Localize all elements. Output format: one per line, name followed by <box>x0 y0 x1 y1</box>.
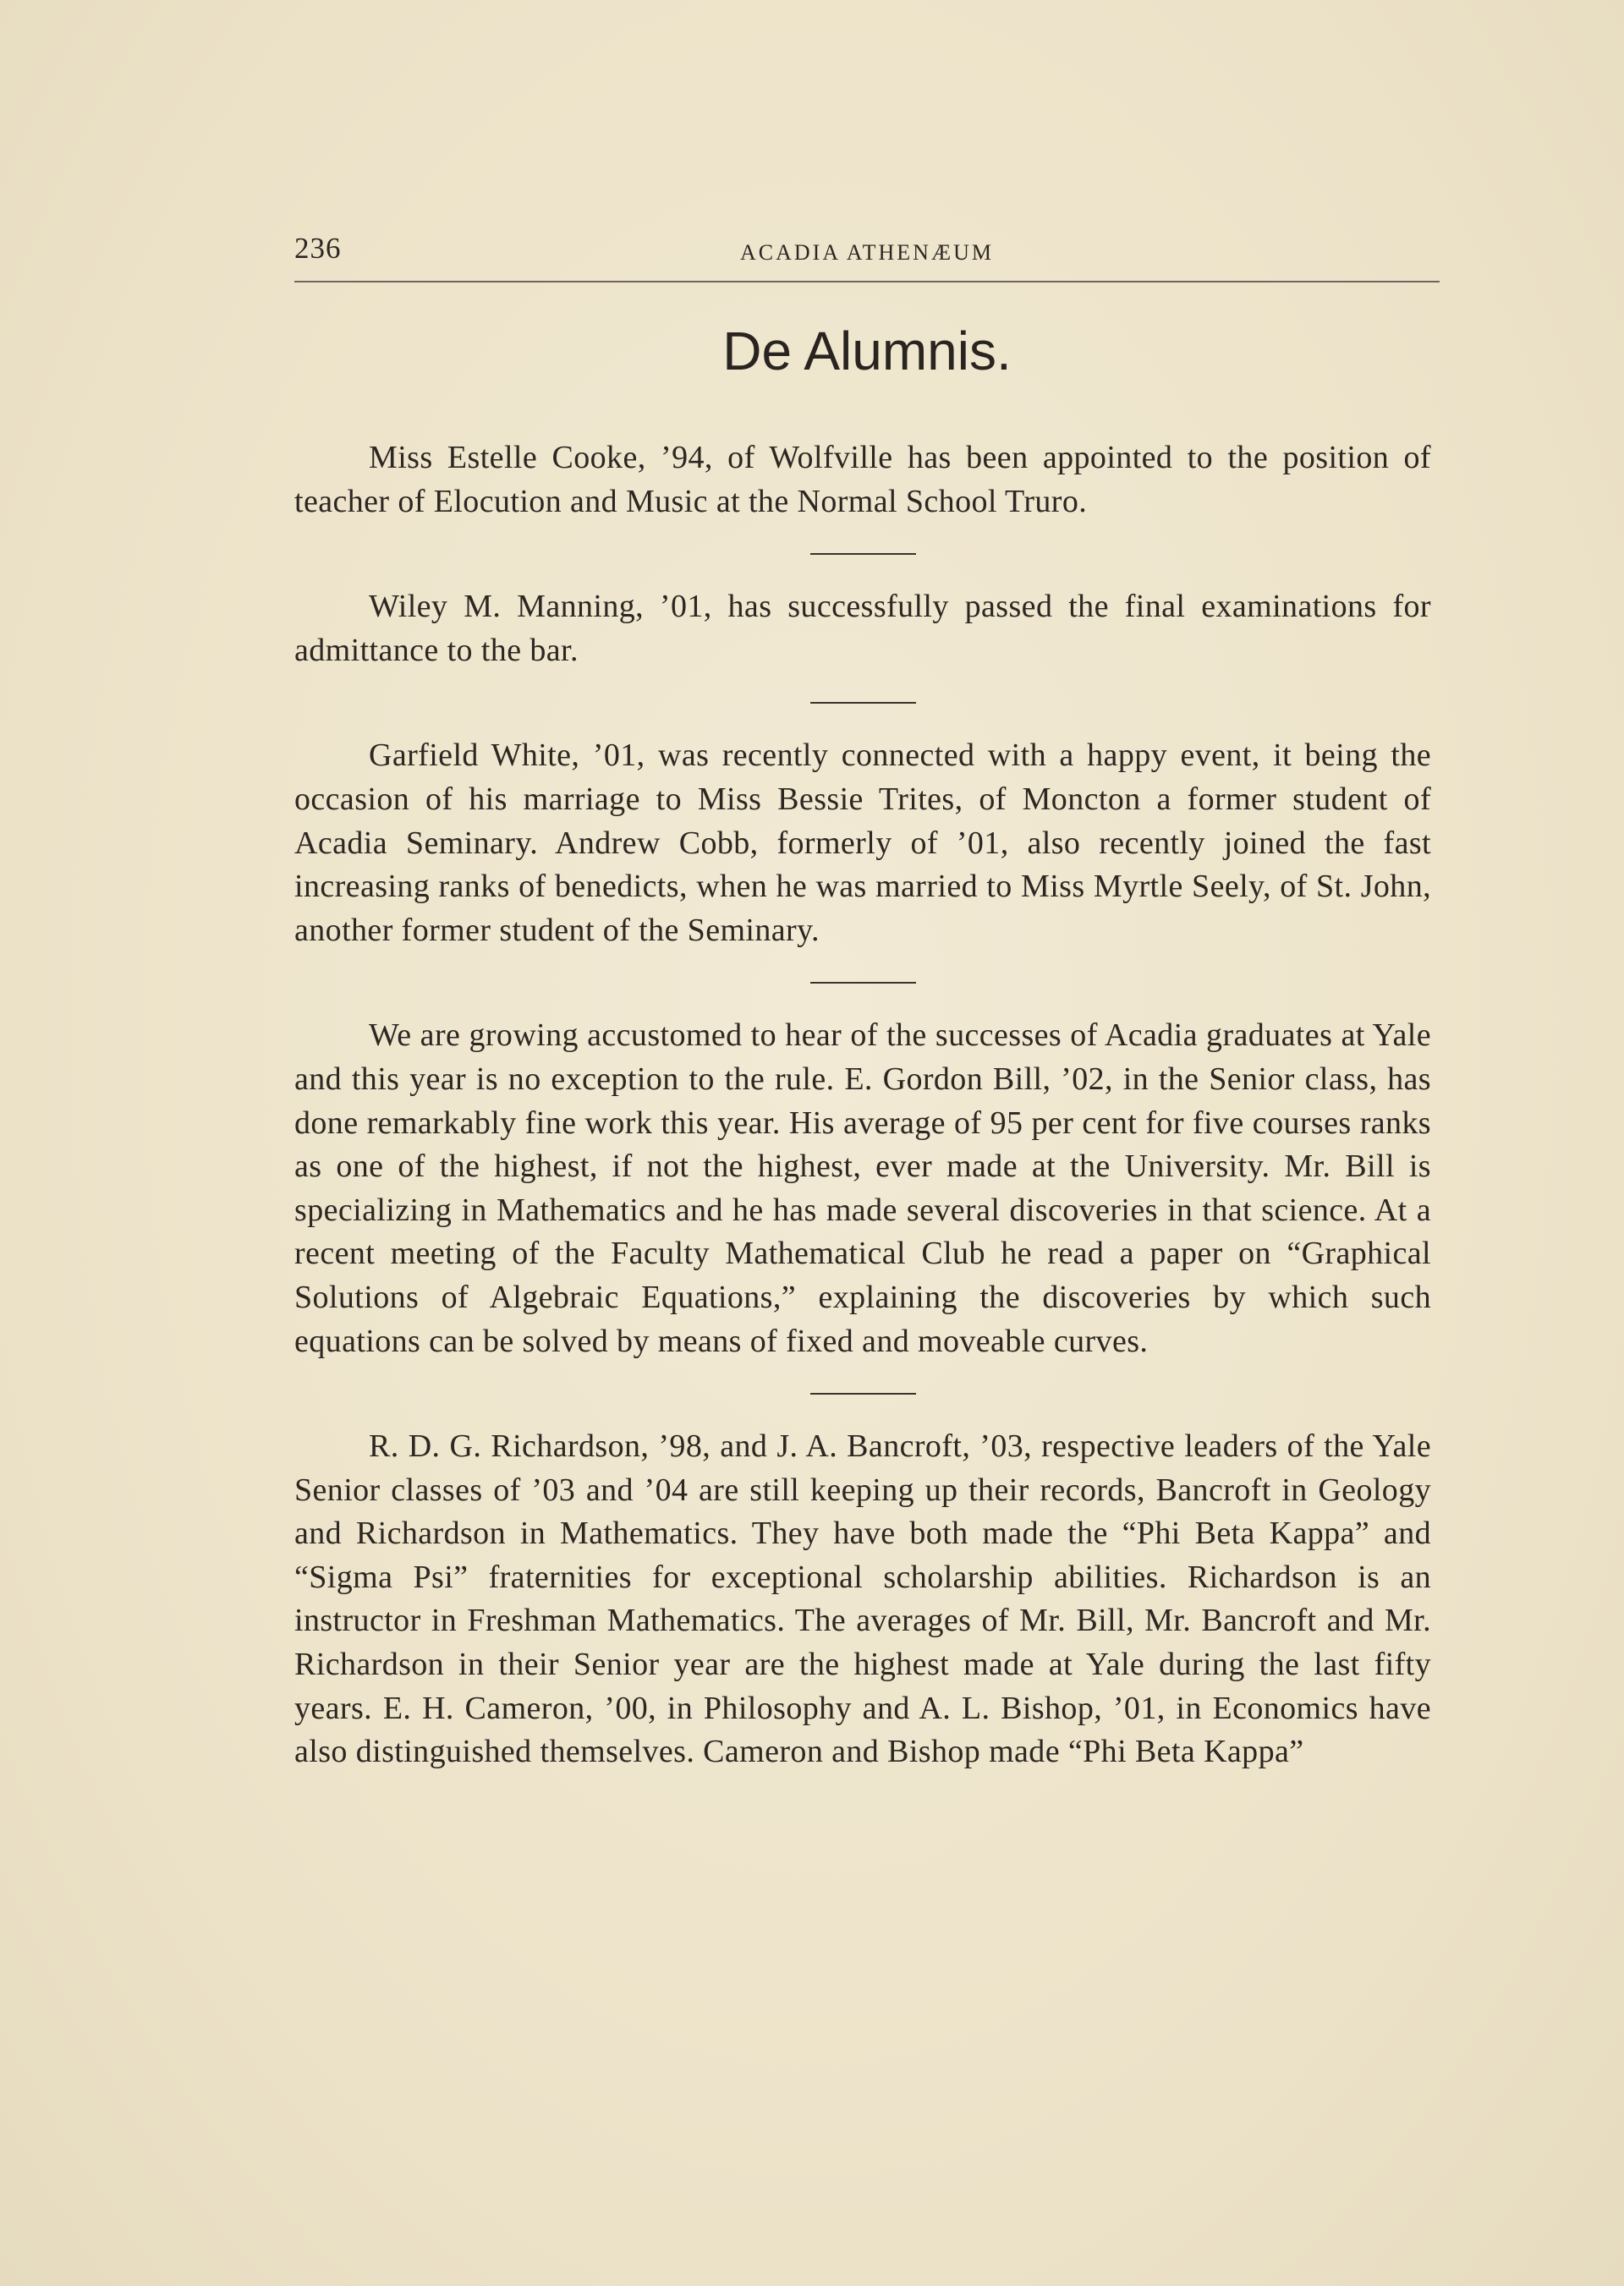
section-divider <box>810 702 916 704</box>
paragraph-estelle-cooke: Miss Estelle Cooke, ’94, of Wolfville has been appointed to the position of teacher of Elocution and Music at the Normal School Truro. <box>294 440 1431 519</box>
header-rule <box>294 281 1440 282</box>
page-number: 236 <box>294 232 342 265</box>
article-body <box>294 436 1431 1774</box>
paragraph-garfield-white: Garfield White, ’01, was recently connected with a happy event, it being the occasion of his marriage to Miss Bessie Trites, of Moncton a former student of Acadia Seminary. Andrew Cobb, formerly of ’01, also recently joined the fast increasing ranks of benedicts, when he was married to Miss Myrtle Seely, of St. John, another former student of the Seminary. <box>294 737 1431 948</box>
section-divider <box>810 553 916 555</box>
paragraph-wiley-manning: Wiley M. Manning, ’01, has successfully passed the final examinations for admittance to the bar. <box>294 589 1431 668</box>
paragraph-richardson-bancroft: R. D. G. Richardson, ’98, and J. A. Bancroft, ’03, respective leaders of the Yale Senior classes of ’03 and ’04 are still keeping up their records, Bancroft in Geology and Richardson in Mathematics. They have both made the “Phi Beta Kappa” and “Sigma Psi” fraternities for exceptional scholarship abilities. Richardson is an instructor in Freshman Mathematics. The averages of Mr. Bill, Mr. Bancroft and Mr. Richardson in their Senior year are the highest made at Yale during the last fifty years. E. H. Cameron, ’00, in Philosophy and A. L. Bishop, ’01, in Economics have also distinguished themselves. Cameron and Bishop made “Phi Beta Kappa” <box>294 1428 1431 1770</box>
running-head <box>294 228 1440 271</box>
paragraph-yale-graduates: We are growing accustomed to hear of the successes of Acadia graduates at Yale and this year is no exception to the rule. E. Gordon Bill, ’02, in the Senior class, has done remarkably fine work this year. His average of 95 per cent for five courses ranks as one of the highest, if not the highest, ever made at the University. Mr. Bill is specializing in Mathematics and he has made several discoveries in that science. At a recent meeting of the Faculty Mathematical Club he read a paper on “Graphical Solutions of Algebraic Equations,” explaining the discoveries by which such equations can be solved by means of fixed and moveable curves. <box>294 1017 1431 1359</box>
section-title: De Alumnis. <box>722 321 1012 381</box>
journal-title: ACADIA ATHENÆUM <box>740 240 994 265</box>
section-divider <box>810 982 916 984</box>
section-divider <box>810 1393 916 1395</box>
